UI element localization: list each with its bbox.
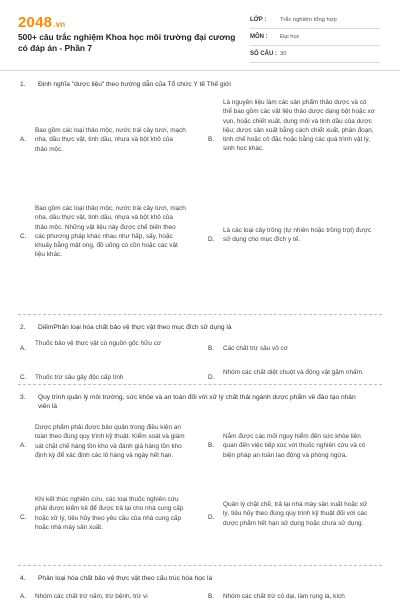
option-text: Quản lý chặt chẽ, trả lại nhà máy sản xuất hoặc xử lý, tiêu hủy theo đúng quy trình kỹ thuật đối với các dược phẩm hết hạn sử dụng hoặc chưa sử dụng. <box>223 501 368 527</box>
question-number: 3. <box>20 394 26 401</box>
option-text: Bao gồm các loại thảo mộc, nước trái cây tươi, mạch nha, dầu thực vật, tinh dầu, nhựa và bột khô của thảo mộc. Những vật liệu này được chế biến theo các phương pháp khác nhau như hấp, sấy, hoặc khuấy bằng mật ong, đồ uống có cồn hoặc các vật liệu khác. <box>35 205 186 259</box>
option-text: Nhóm các chất trừ cỏ dại, làm rụng lá, kích <box>223 593 345 600</box>
option-text: Khi kết thúc nghiên cứu, các loại thuốc nghiên cứu phải được kiểm kê để được trả lại cho nhà cung cấp hoặc xử lý, tiêu hủy theo yêu cầu của nhà cung cấp hoặc nhà máy sản xuất. <box>35 496 184 531</box>
logo-suffix: .vn <box>53 20 66 29</box>
option-letter: C. <box>20 233 27 240</box>
option-a[interactable] <box>20 592 187 600</box>
option-text: Nhóm các chất diệt chuột và động vật gặm nhấm. <box>223 369 364 376</box>
option-letter: A. <box>20 345 27 352</box>
page-title: 500+ câu trắc nghiệm Khoa học môi trường đại cương có đáp án - Phần 7 <box>18 32 236 53</box>
option-c[interactable] <box>20 204 187 260</box>
meta-label: SỐ CÂU : <box>250 51 277 57</box>
page-header <box>0 0 400 71</box>
question-stem <box>20 323 380 332</box>
question-text: Phân loại hóa chất bảo vệ thực vật theo cấu trúc hóa học là <box>38 575 213 582</box>
option-d[interactable] <box>208 500 375 528</box>
question-4 <box>20 574 380 600</box>
question-3 <box>20 393 380 531</box>
option-letter: B. <box>208 136 215 143</box>
option-letter: B. <box>208 345 215 352</box>
option-letter: D. <box>208 374 215 381</box>
option-text: Bao gồm các loại thảo mộc, nước trái cây tươi, mạch nha, dầu thực vật, tinh dầu, nhựa và bột khô của thảo mộc. <box>35 127 186 153</box>
question-divider <box>18 565 382 566</box>
option-a[interactable] <box>20 339 183 353</box>
option-a[interactable] <box>20 423 187 460</box>
meta-value: Đại học <box>280 34 300 40</box>
question-text: Quy trình quản lý môi trường, sức khỏe và an toàn đối với xử lý chất thải ngành dược phẩm về đào tạo nhân viên là <box>38 394 356 410</box>
option-letter: C. <box>20 374 27 381</box>
option-letter: D. <box>208 236 215 243</box>
option-letter: A. <box>20 442 27 449</box>
meta-value: 30 <box>280 51 287 57</box>
question-text: DiếmPhân loại hóa chất bảo vệ thực vật theo mục đích sử dụng là <box>38 324 232 331</box>
option-text: Thuốc bảo vệ thực vật có nguồn gốc hữu cơ <box>35 340 162 347</box>
meta-label: LỚP : <box>250 17 267 23</box>
question-text: Định nghĩa "dược liệu" theo hướng dẫn của Tổ chức Y tế Thế giới <box>38 81 231 88</box>
question-number: 1. <box>20 81 26 88</box>
question-divider <box>18 384 382 385</box>
question-stem <box>20 574 380 583</box>
meta-row-class <box>250 12 380 29</box>
question-stem <box>20 393 380 411</box>
option-c[interactable] <box>20 373 187 382</box>
option-b[interactable] <box>208 432 375 460</box>
option-text: Nhóm các chất trừ nấm, trừ bệnh, trừ vi <box>35 593 148 600</box>
meta-table <box>250 12 380 63</box>
option-b[interactable] <box>208 592 375 600</box>
question-1 <box>20 80 380 259</box>
option-text: Là nguyên liệu làm các sản phẩm thảo dược và có thể bao gồm các vật liệu thảo dược dạng bột hoặc xơ vụn, hoặc chiết xuất, dung môi và tinh dầu của dược liệu; dược sản xuất bằng cách chiết xuất, phân đoạn, tinh chế hoặc cô đặc hoặc bằng các quá trình vật lý, sinh học khác. <box>223 99 375 153</box>
question-number: 4. <box>20 575 26 582</box>
option-d[interactable] <box>208 226 375 245</box>
option-letter: A. <box>20 593 27 600</box>
option-text: Các chất trừ sâu vô cơ <box>223 345 288 352</box>
meta-row-subject <box>250 29 380 46</box>
option-c[interactable] <box>20 495 187 532</box>
option-b[interactable] <box>208 344 375 353</box>
option-letter: B. <box>208 442 215 449</box>
site-logo[interactable] <box>18 14 65 31</box>
meta-label: MÔN : <box>250 34 268 40</box>
option-letter: D. <box>208 514 215 521</box>
option-b[interactable] <box>208 98 375 154</box>
option-text: Là các loại cây trồng (tự nhiên hoặc trồng trọt) được sử dụng cho mục đích y tế. <box>223 227 372 244</box>
option-text: Thuốc trừ sâu gây độc cấp tính <box>35 374 124 381</box>
option-a[interactable] <box>20 126 187 154</box>
question-divider <box>18 314 382 315</box>
question-number: 2. <box>20 324 26 331</box>
option-text: Dược phẩm phải được bảo quản trong điều kiện an toàn theo đúng quy trình kỹ thuật. Kiểm soát và giám sát chặt chẽ hàng tồn kho và đánh giá hàng tồn kho định kỳ để xác định các lô hàng và ngày hết hạn. <box>35 424 185 459</box>
meta-value: Trắc nghiệm tổng hợp <box>280 17 337 23</box>
question-2 <box>20 323 380 381</box>
option-d[interactable] <box>208 368 375 382</box>
option-letter: B. <box>208 593 215 600</box>
option-text: Nắm được các mối nguy hiểm đến sức khỏe liên quan đến việc tiếp xúc với thuốc nghiên cứu và có biện pháp an toàn lao động và phòng ngừa. <box>223 433 366 459</box>
option-letter: A. <box>20 136 27 143</box>
option-letter: C. <box>20 514 27 521</box>
question-stem <box>20 80 380 89</box>
meta-row-count <box>250 46 380 63</box>
logo-text: 2048 <box>18 14 53 31</box>
